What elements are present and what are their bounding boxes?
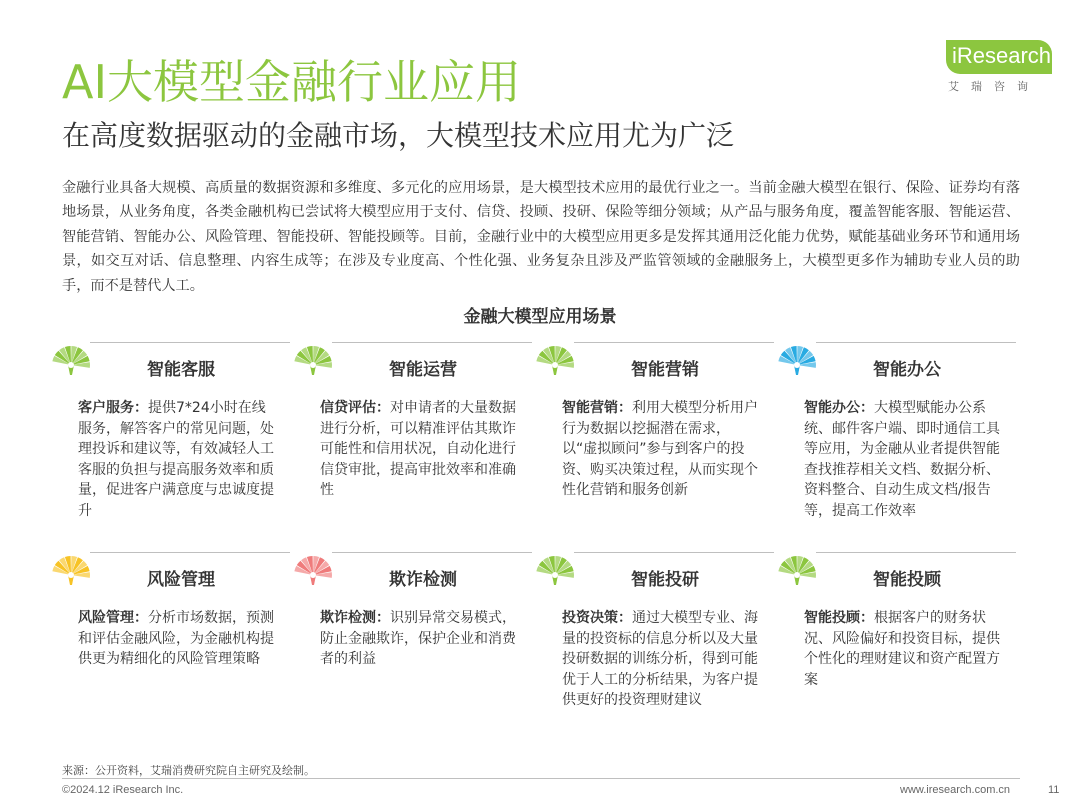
card-body: [78, 608, 274, 670]
card-term: 欺诈检测：: [320, 610, 390, 626]
card-divider: [90, 552, 290, 553]
card-description: 根据客户的财务状况、风险偏好和投资目标，提供个性化的理财建议和资产配置方案: [804, 610, 1000, 688]
scenario-card: [50, 335, 282, 525]
scenario-card: [534, 545, 766, 735]
card-body: [804, 398, 1000, 521]
card-description: 通过大模型专业、海量的投资标的信息分析以及大量投研数据的训练分析，得到可能优于人工的分析结果，为客户提供更好的投资理财建议: [562, 610, 758, 708]
scenario-card: [292, 545, 524, 735]
card-divider: [574, 552, 774, 553]
card-body: [562, 608, 758, 711]
card-description: 利用大模型分析用户行为数据以挖掘潜在需求，以“虚拟顾问”参与到客户的投资、购买决策过程，从而实现个性化营销和服务创新: [562, 400, 758, 498]
card-term: 信贷评估：: [320, 400, 390, 416]
card-title: 智能运营: [389, 360, 457, 380]
card-body: [562, 398, 758, 501]
card-term: 智能投顾：: [804, 610, 874, 626]
card-title: 智能客服: [147, 360, 215, 380]
copyright: ©2024.12 iResearch Inc.: [62, 784, 184, 796]
card-title: 欺诈检测: [389, 570, 457, 590]
logo-text: iResearch: [952, 43, 1052, 68]
website: www.iresearch.com.cn: [900, 784, 1011, 796]
logo-subtext: 艾瑞咨询: [948, 80, 1040, 93]
card-term: 客户服务：: [78, 400, 148, 416]
card-title: 智能营销: [631, 360, 699, 380]
scenario-card: [50, 545, 282, 735]
card-term: 投资决策：: [562, 610, 632, 626]
card-divider: [332, 552, 532, 553]
card-title: 风险管理: [147, 570, 215, 590]
page-title: AI大模型金融行业应用: [62, 55, 522, 109]
source-note: 来源：公开资料，艾瑞消费研究院自主研究及绘制。: [62, 764, 315, 777]
card-body: [804, 608, 1000, 690]
card-body: [320, 398, 516, 501]
page-subtitle: 在高度数据驱动的金融市场，大模型技术应用尤为广泛: [62, 119, 735, 152]
card-body: [78, 398, 274, 521]
card-term: 风险管理：: [78, 610, 148, 626]
card-description: 大模型赋能办公系统、邮件客户端、即时通信工具等应用，为金融从业者提供智能查找推荐相关文档、数据分析、资料整合、自动生成文档/报告等，提高工作效率: [804, 400, 1000, 519]
page-number: 11: [1048, 784, 1060, 796]
card-body: [320, 608, 516, 670]
card-title: 智能投研: [631, 570, 699, 590]
card-term: 智能办公：: [804, 400, 874, 416]
intro-paragraph: 金融行业具备大规模、高质量的数据资源和多维度、多元化的应用场景，是大模型技术应用的最优行业之一。当前金融大模型在银行、保险、证券均有落地场景，从业务角度，各类金融机构已尝试将大模型应用于支付、信贷、投顾、投研、保险等细分领域；从产品与服务角度，覆盖智能客服、智能运营、智能营销、智能办公、风险管理、智能投研、智能投顾等。目前，金融行业中的大模型应用更多是发挥其通用泛化能力优势，赋能基础业务环节和通用场景，如交互对话、信息整理、内容生成等；在涉及专业度高、个性化强、业务复杂且涉及严监管领域的金融服务上，大模型更多作为辅助专业人员的助手，而不是替代人工。: [62, 180, 1020, 294]
card-divider: [816, 342, 1016, 343]
card-title: 智能办公: [873, 360, 941, 380]
card-divider: [90, 342, 290, 343]
card-divider: [574, 342, 774, 343]
card-title: 智能投顾: [873, 570, 941, 590]
card-description: 分析市场数据，预测和评估金融风险，为金融机构提供更为精细化的风险管理策略: [78, 610, 274, 667]
card-description: 对申请者的大量数据进行分析，可以精准评估其欺诈可能性和信用状况，自动化进行信贷审批，提高审批效率和准确性: [320, 400, 516, 498]
scenario-card: [534, 335, 766, 525]
card-description: 识别异常交易模式，防止金融欺诈，保护企业和消费者的利益: [320, 610, 516, 667]
card-divider: [332, 342, 532, 343]
card-description: 提供7*24小时在线服务，解答客户的常见问题，处理投诉和建议等，有效减轻人工客服的负担与提高服务效率和质量，促进客户满意度与忠诚度提升: [78, 400, 274, 519]
section-title: 金融大模型应用场景: [463, 307, 617, 327]
scenario-card: [292, 335, 524, 525]
footer-divider: [62, 778, 1020, 779]
scenario-card: [776, 545, 1008, 735]
card-divider: [816, 552, 1016, 553]
card-term: 智能营销：: [562, 400, 632, 416]
scenario-card: [776, 335, 1008, 525]
